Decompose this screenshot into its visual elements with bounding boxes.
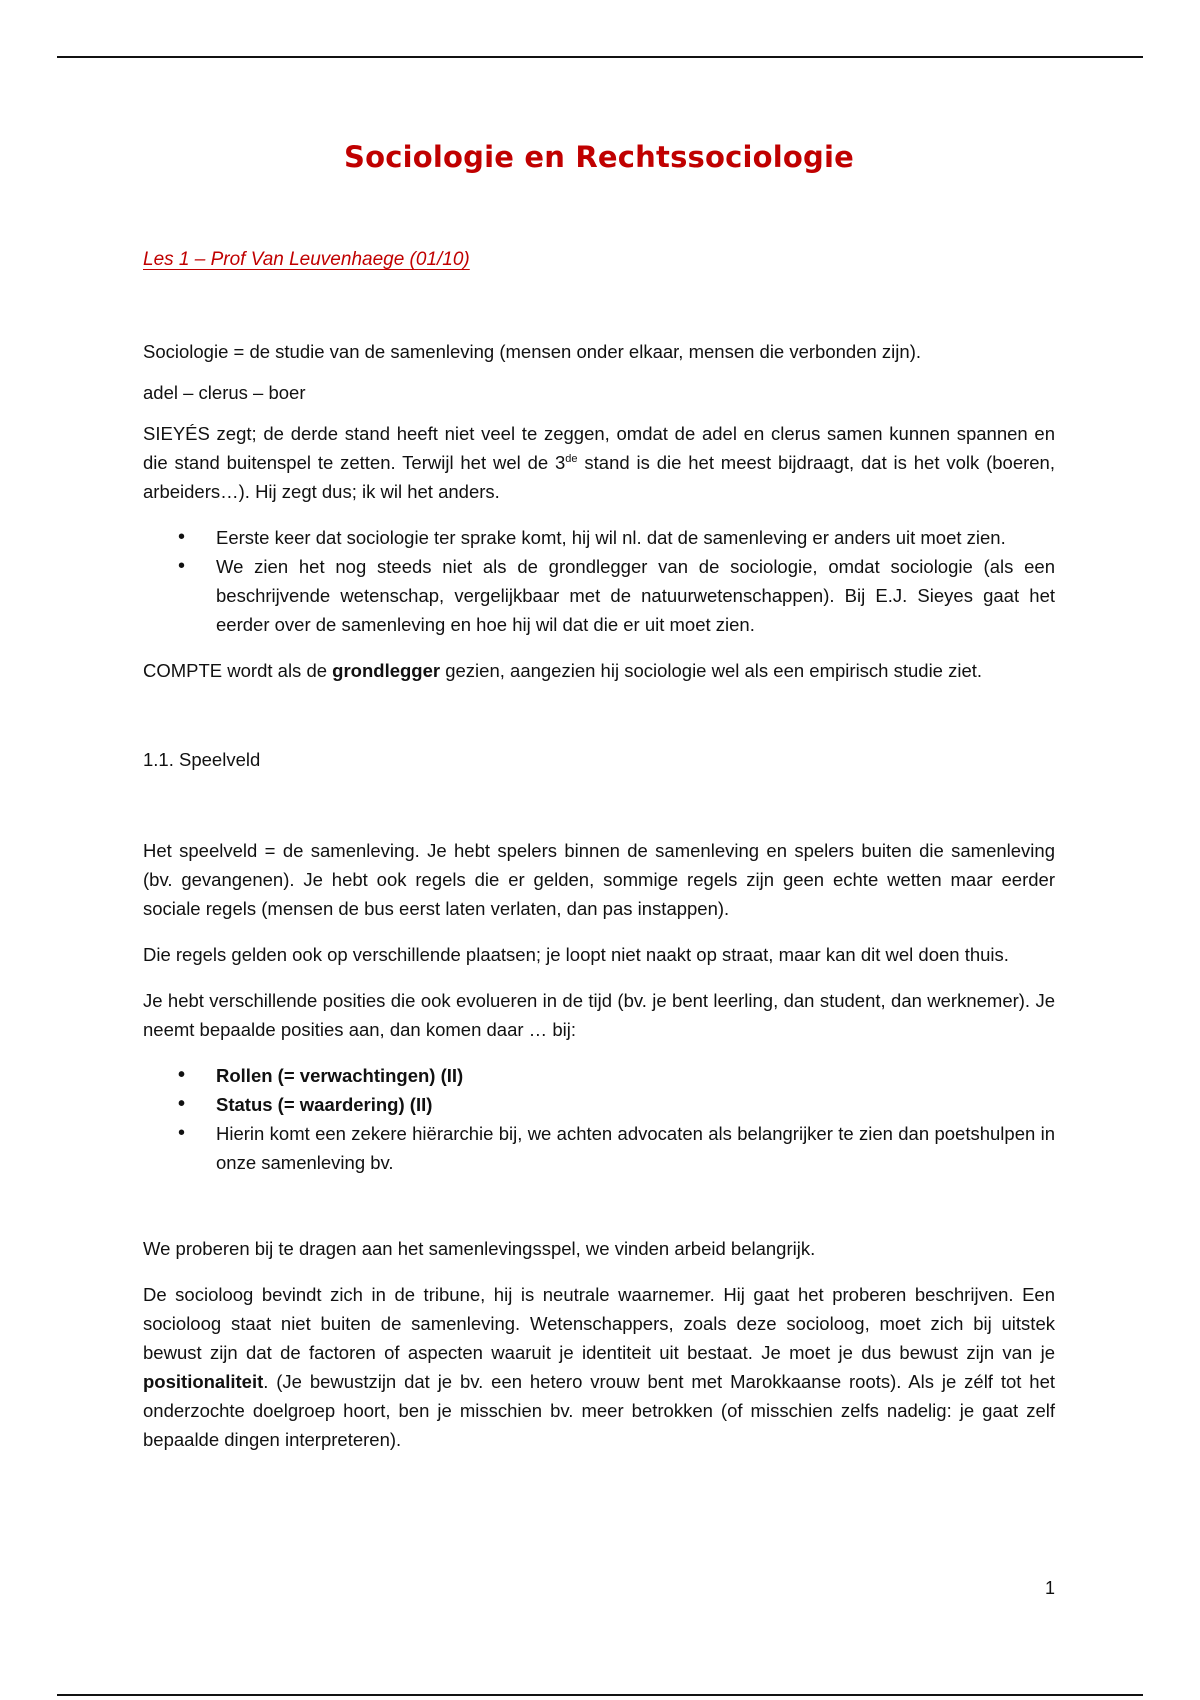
socioloog-text-a: De socioloog bevindt zich in de tribune, hij is neutrale waarnemer. Hij gaat het proberen beschrijven. Een socioloog staat niet buiten de samenleving. Wetenschappers, zoals deze socioloog, moet zich bij uitstek bewust zijn dat de factoren of aspecten waaruit je identiteit uit bestaat. Je moet je dus bewust zijn van je bbox=[143, 1284, 1055, 1363]
paragraph-speelveld: Het speelveld = de samenleving. Je hebt spelers binnen de samenleving en spelers buiten die samenleving (bv. gevangenen). Je hebt ook regels die er gelden, sommige regels zijn geen echte wetten maar eerder sociale regels (mensen de bus eerst laten verlaten, dan pas instappen). bbox=[143, 840, 1055, 919]
list-item: • Eerste keer dat sociologie ter sprake komt, hij wil nl. dat de samenleving er anders uit moet zien. bbox=[143, 523, 1055, 552]
sieyes-superscript: de bbox=[565, 452, 578, 465]
paragraph-regels: Die regels gelden ook op verschillende plaatsen; je loopt niet naakt op straat, maar kan dit wel doen thuis. bbox=[143, 944, 1009, 965]
sieyes-text-a: SIEYÉS zegt; de derde stand heeft niet veel te zeggen, omdat de adel en clerus samen kunnen spannen en die stand buitenspel te zetten. Terwijl het wel de 3 bbox=[143, 423, 1055, 473]
socioloog-bold-term: positionaliteit bbox=[143, 1371, 264, 1392]
paragraph-sieyes bbox=[143, 419, 1055, 506]
paragraph-definition: Sociologie = de studie van de samenleving (mensen onder elkaar, mensen die verbonden zijn). bbox=[143, 341, 921, 362]
sieyes-text-b: stand is die het meest bijdraagt, dat is het volk (boeren, arbeiders…). Hij zegt dus; ik wil het anders. bbox=[143, 452, 1055, 502]
paragraph-compte bbox=[143, 656, 1055, 685]
paragraph-socioloog bbox=[143, 1280, 1055, 1454]
bullet-list-roles bbox=[143, 1061, 1055, 1177]
section-heading: 1.1. Speelveld bbox=[143, 749, 261, 770]
document-body bbox=[143, 337, 1055, 1471]
list-item: • Rollen (= verwachtingen) (II) bbox=[143, 1061, 1055, 1090]
footer-rule bbox=[57, 1694, 1143, 1696]
compte-text-b: gezien, aangezien hij sociologie wel als een empirisch studie ziet. bbox=[440, 660, 983, 681]
paragraph-posities: Je hebt verschillende posities die ook evolueren in de tijd (bv. je bent leerling, dan student, dan werknemer). Je neemt bepaalde posities aan, dan komen daar … bij: bbox=[143, 990, 1055, 1040]
spacer bbox=[143, 1194, 1055, 1234]
bullet-list-sieyes bbox=[143, 523, 1055, 639]
lesson-header: Les 1 – Prof Van Leuvenhaege (01/10) bbox=[143, 249, 470, 270]
document-page bbox=[143, 0, 1055, 1700]
list-item: • We zien het nog steeds niet als de grondlegger van de sociologie, omdat sociologie (als een beschrijvende wetenschap, vergelijkbaar met de natuurwetenschappen). Bij E.J. Sieyes gaat het eerder over de samenleving en hoe hij wil dat die er uit moet zien. bbox=[143, 552, 1055, 639]
compte-bold-term: grondlegger bbox=[332, 660, 441, 681]
list-item: • Hierin komt een zekere hiërarchie bij, we achten advocaten als belangrijker te zien dan poetshulpen in onze samenleving bv. bbox=[143, 1119, 1055, 1177]
compte-text-a: COMPTE wordt als de bbox=[143, 660, 333, 681]
list-item: • Status (= waardering) (II) bbox=[143, 1090, 1055, 1119]
page-number: 1 bbox=[1044, 1578, 1055, 1598]
document-title: Sociologie en Rechtssociologie bbox=[343, 140, 855, 174]
paragraph-arbeid: We proberen bij te dragen aan het samenlevingsspel, we vinden arbeid belangrijk. bbox=[143, 1238, 816, 1259]
paragraph-estates: adel – clerus – boer bbox=[143, 382, 306, 403]
socioloog-text-b: . (Je bewustzijn dat je bv. een hetero vrouw bent met Marokkaanse roots). Als je zélf tot het onderzochte doelgroep hoort, ben je misschien bv. meer betrokken (of misschien zelfs nadelig: je gaat zelf bepaalde dingen interpreteren). bbox=[143, 1371, 1055, 1450]
